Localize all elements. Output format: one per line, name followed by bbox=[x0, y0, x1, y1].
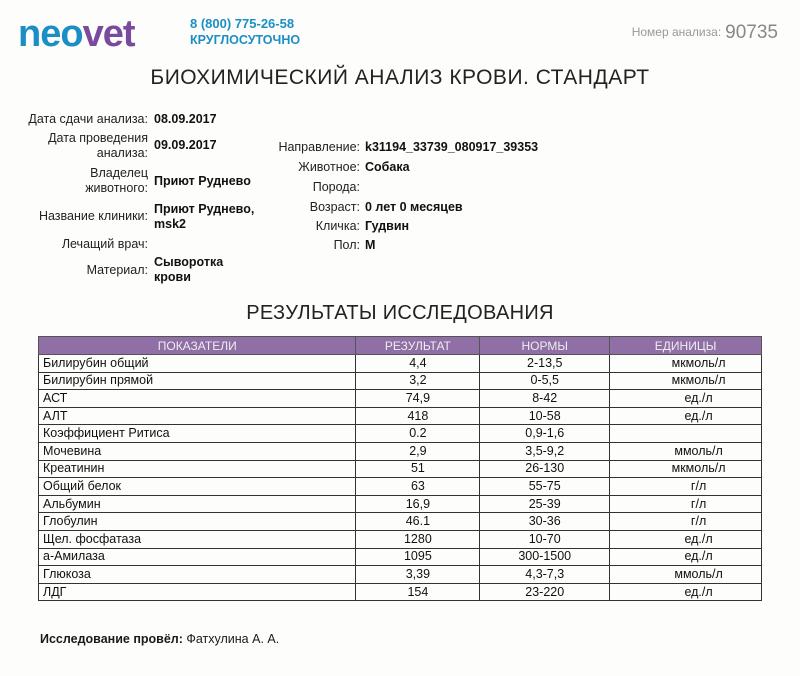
logo-part-vet: vet bbox=[82, 13, 135, 55]
date-run-label-1: Дата проведения bbox=[48, 131, 148, 145]
unit-cell: ед./л bbox=[610, 407, 762, 425]
unit-cell: ед./л bbox=[610, 583, 762, 601]
indicator-cell: Глюкоза bbox=[39, 566, 356, 584]
result-cell: 63 bbox=[356, 478, 480, 496]
unit-cell: мкмоль/л bbox=[610, 460, 762, 478]
table-row bbox=[39, 478, 762, 496]
result-cell: 46.1 bbox=[356, 513, 480, 531]
unit-cell: г/л bbox=[610, 495, 762, 513]
date-submit-label: Дата сдачи анализа: bbox=[28, 112, 148, 126]
hours-label: КРУГЛОСУТОЧНО bbox=[190, 33, 301, 47]
result-cell: 3,39 bbox=[356, 566, 480, 584]
indicator-cell: Мочевина bbox=[39, 442, 356, 460]
header-indicators: ПОКАЗАТЕЛИ bbox=[39, 337, 356, 355]
norm-cell: 25-39 bbox=[480, 495, 610, 513]
norm-cell: 10-70 bbox=[480, 530, 610, 548]
date-run-value: 09.09.2017 bbox=[154, 138, 217, 152]
indicator-cell: Коэффициент Ритиса bbox=[39, 425, 356, 443]
clinic-value-1: Приют Руднево, bbox=[154, 202, 255, 216]
unit-cell: мкмоль/л bbox=[610, 355, 762, 373]
result-cell: 16,9 bbox=[356, 495, 480, 513]
date-submit-value: 08.09.2017 bbox=[154, 112, 217, 126]
result-cell: 74,9 bbox=[356, 390, 480, 408]
indicator-cell: АСТ bbox=[39, 390, 356, 408]
norm-cell: 55-75 bbox=[480, 478, 610, 496]
result-cell: 418 bbox=[356, 407, 480, 425]
owner-label-2: животного: bbox=[85, 181, 148, 195]
document-title: БИОХИМИЧЕСКИЙ АНАЛИЗ КРОВИ. СТАНДАРТ bbox=[150, 66, 650, 89]
unit-cell: мкмоль/л bbox=[610, 372, 762, 390]
table-row bbox=[39, 407, 762, 425]
results-header-row bbox=[39, 337, 762, 355]
unit-cell: ммоль/л bbox=[610, 442, 762, 460]
table-row bbox=[39, 372, 762, 390]
nickname-value: Гудвин bbox=[365, 219, 410, 233]
norm-cell: 8-42 bbox=[480, 390, 610, 408]
indicator-cell: Щел. фосфатаза bbox=[39, 530, 356, 548]
age-label: Возраст: bbox=[309, 200, 360, 214]
phone-number: 8 (800) 775-26-58 bbox=[190, 16, 295, 31]
result-cell: 1095 bbox=[356, 548, 480, 566]
results-body bbox=[39, 355, 762, 601]
table-row bbox=[39, 583, 762, 601]
material-label: Материал: bbox=[86, 263, 148, 277]
indicator-cell: Альбумин bbox=[39, 495, 356, 513]
table-row bbox=[39, 425, 762, 443]
material-value-1: Сыворотка bbox=[154, 255, 224, 269]
unit-cell: ед./л bbox=[610, 530, 762, 548]
result-cell: 2,9 bbox=[356, 442, 480, 460]
table-row bbox=[39, 495, 762, 513]
result-cell: 3,2 bbox=[356, 372, 480, 390]
sex-value: М bbox=[365, 238, 376, 252]
owner-value: Приют Руднево bbox=[154, 174, 251, 188]
unit-cell: ммоль/л bbox=[610, 566, 762, 584]
result-cell: 4,4 bbox=[356, 355, 480, 373]
sex-label: Пол: bbox=[333, 238, 360, 252]
indicator-cell: ЛДГ bbox=[39, 583, 356, 601]
animal-label: Животное: bbox=[298, 160, 360, 174]
results-table bbox=[38, 336, 762, 601]
direction-label: Направление: bbox=[278, 140, 360, 154]
table-row bbox=[39, 548, 762, 566]
unit-cell bbox=[610, 425, 762, 443]
indicator-cell: Билирубин общий bbox=[39, 355, 356, 373]
result-cell: 0.2 bbox=[356, 425, 480, 443]
table-row bbox=[39, 390, 762, 408]
unit-cell: г/л bbox=[610, 513, 762, 531]
header-units: ЕДИНИЦЫ bbox=[610, 337, 762, 355]
table-row bbox=[39, 566, 762, 584]
performer-line bbox=[40, 632, 279, 646]
norm-cell: 10-58 bbox=[480, 407, 610, 425]
header-norms: НОРМЫ bbox=[480, 337, 610, 355]
performer-name: Фатхулина А. А. bbox=[186, 632, 280, 646]
breed-label: Порода: bbox=[312, 180, 360, 194]
direction-value: k31194_33739_080917_39353 bbox=[365, 140, 539, 154]
result-cell: 1280 bbox=[356, 530, 480, 548]
header-result: РЕЗУЛЬТАТ bbox=[356, 337, 480, 355]
analysis-number: 90735 bbox=[725, 22, 778, 43]
table-row bbox=[39, 460, 762, 478]
indicator-cell: Общий белок bbox=[39, 478, 356, 496]
table-row bbox=[39, 442, 762, 460]
nickname-label: Кличка: bbox=[315, 219, 360, 233]
table-row bbox=[39, 513, 762, 531]
table-row bbox=[39, 355, 762, 373]
indicator-cell: Глобулин bbox=[39, 513, 356, 531]
norm-cell: 300-1500 bbox=[480, 548, 610, 566]
material-value-2: крови bbox=[154, 270, 191, 284]
norm-cell: 0-5,5 bbox=[480, 372, 610, 390]
indicator-cell: Креатинин bbox=[39, 460, 356, 478]
logo-part-neo: neo bbox=[18, 13, 83, 55]
norm-cell: 26-130 bbox=[480, 460, 610, 478]
unit-cell: г/л bbox=[610, 478, 762, 496]
result-cell: 51 bbox=[356, 460, 480, 478]
clinic-value-2: msk2 bbox=[154, 217, 186, 231]
norm-cell: 2-13,5 bbox=[480, 355, 610, 373]
right-info-block bbox=[0, 0, 800, 300]
norm-cell: 4,3-7,3 bbox=[480, 566, 610, 584]
norm-cell: 3,5-9,2 bbox=[480, 442, 610, 460]
doctor-label: Лечащий врач: bbox=[61, 237, 148, 251]
unit-cell: ед./л bbox=[610, 548, 762, 566]
performer-label: Исследование провёл: bbox=[40, 632, 183, 646]
norm-cell: 0,9-1,6 bbox=[480, 425, 610, 443]
unit-cell: ед./л bbox=[610, 390, 762, 408]
owner-label-1: Владелец bbox=[90, 166, 148, 180]
results-title: РЕЗУЛЬТАТЫ ИССЛЕДОВАНИЯ bbox=[246, 302, 554, 324]
indicator-cell: Билирубин прямой bbox=[39, 372, 356, 390]
table-row bbox=[39, 530, 762, 548]
result-cell: 154 bbox=[356, 583, 480, 601]
clinic-label: Название клиники: bbox=[38, 209, 148, 223]
date-run-label-2: анализа: bbox=[96, 146, 148, 160]
indicator-cell: АЛТ bbox=[39, 407, 356, 425]
analysis-number-label: Номер анализа: bbox=[631, 25, 722, 39]
animal-value: Собака bbox=[365, 160, 410, 174]
indicator-cell: а-Амилаза bbox=[39, 548, 356, 566]
norm-cell: 23-220 bbox=[480, 583, 610, 601]
age-value: 0 лет 0 месяцев bbox=[365, 200, 463, 214]
norm-cell: 30-36 bbox=[480, 513, 610, 531]
